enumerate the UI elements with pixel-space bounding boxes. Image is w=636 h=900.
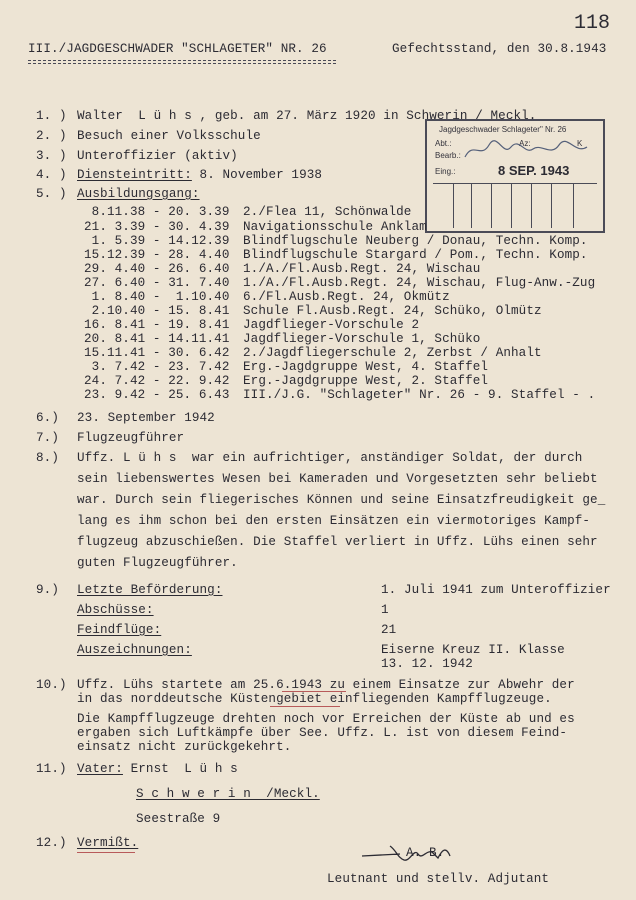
training-place: 6./Fl.Ausb.Regt. 24, Okmütz	[243, 290, 450, 304]
entry-4-value: 8. November 1938	[191, 168, 323, 182]
promotion-label: Letzte Beförderung:	[77, 583, 223, 597]
training-place: 2./Jagdfliegerschule 2, Zerbst / Anhalt	[243, 346, 542, 360]
award-date: 13. 12. 1942	[381, 657, 473, 671]
assessment-line: guten Flugzeugführer.	[77, 556, 238, 570]
training-place: III./J.G. "Schlageter" Nr. 26 - 9. Staffel - .	[243, 388, 596, 402]
assessment-line: Uffz. L ü h s war ein aufrichtiger, anständiger Soldat, der durch	[77, 451, 583, 465]
father-name: Ernst L ü h s	[122, 762, 238, 776]
father-label: Vater:	[77, 762, 123, 776]
training-period: 2.10.40 - 15. 8.41	[84, 304, 230, 318]
header-rule-2	[28, 63, 336, 64]
training-place: Blindflugschule Stargard / Pom., Techn. Komp.	[243, 248, 588, 262]
entry-9-number: 9.)	[36, 583, 59, 597]
entry-7-number: 7.)	[36, 431, 59, 445]
mission-line: Uffz. Lühs startete am 25.6.1943 zu einem Einsatze zur Abwehr der	[77, 678, 575, 692]
red-pencil-mark	[270, 706, 340, 707]
entry-2-number: 2. )	[36, 129, 67, 143]
training-period: 3. 7.42 - 23. 7.42	[84, 360, 230, 374]
entry-7-text: Flugzeugführer	[77, 431, 185, 445]
training-period: 20. 8.41 - 14.11.41	[84, 332, 230, 346]
signer-title: Leutnant und stellv. Adjutant	[327, 872, 550, 886]
training-period: 15.12.39 - 28. 4.40	[84, 248, 230, 262]
entry-2-text: Besuch einer Volksschule	[77, 129, 261, 143]
entry-1-text: Walter L ü h s , geb. am 27. März 1920 in Schwerin / Meckl.	[77, 109, 537, 123]
stamp-eing: Eing.:	[435, 167, 456, 176]
receipt-stamp	[425, 119, 605, 233]
entry-10-number: 10.)	[36, 678, 67, 692]
stamp-received-date: 8 SEP. 1943	[498, 163, 570, 178]
father-city: S c h w e r i n /Meckl.	[136, 787, 320, 801]
stamp-grid	[433, 183, 597, 228]
stamp-handwriting	[463, 137, 593, 163]
promotion-value: 1. Juli 1941 zum Unteroffizier	[381, 583, 611, 597]
entry-8-number: 8.)	[36, 451, 59, 465]
assessment-line: war. Durch sein fliegerisches Können und seine Einsatzfreudigkeit ge_	[77, 493, 606, 507]
missing-status: Vermißt.	[77, 836, 139, 850]
father-row	[77, 762, 238, 777]
training-period: 1. 5.39 - 14.12.39	[84, 234, 230, 248]
entry-1-number: 1. )	[36, 109, 67, 123]
training-place: Schule Fl.Ausb.Regt. 24, Schüko, Olmütz	[243, 304, 542, 318]
entry-3-text: Unteroffizier (aktiv)	[77, 149, 238, 163]
mission-line: einsatz nicht zurückgekehrt.	[77, 740, 292, 754]
awards-value: Eiserne Kreuz II. Klasse	[381, 643, 565, 657]
stamp-abt: Abt.:	[435, 139, 452, 148]
training-place: 1./A./Fl.Ausb.Regt. 24, Wischau, Flug-Anw.-Zug	[243, 276, 596, 290]
entry-12-number: 12.)	[36, 836, 67, 850]
training-period: 27. 6.40 - 31. 7.40	[84, 276, 230, 290]
mission-line: Die Kampfflugzeuge drehten noch vor Erreichen der Küste ab und es	[77, 712, 575, 726]
training-period: 8.11.38 - 20. 3.39	[84, 205, 230, 219]
training-place: 1./A./Fl.Ausb.Regt. 24, Wischau	[243, 262, 481, 276]
assessment-line: flugzeug abzuschießen. Die Staffel verliert in Uffz. Lühs einen sehr	[77, 535, 598, 549]
training-place: Blindflugschule Neuberg / Donau, Techn. Komp.	[243, 234, 588, 248]
entry-4-number: 4. )	[36, 168, 67, 182]
entry-4-row	[77, 168, 322, 183]
father-street: Seestraße 9	[136, 812, 221, 826]
unit-header: III./JAGDGESCHWADER "SCHLAGETER" NR. 26	[28, 42, 327, 56]
sorties-label: Feindflüge:	[77, 623, 162, 637]
training-period: 15.11.41 - 30. 6.42	[84, 346, 230, 360]
awards-label: Auszeichnungen:	[77, 643, 192, 657]
mission-line: ergaben sich Luftkämpfe über See. Uffz. L. ist von diesem Feind-	[77, 726, 568, 740]
training-period: 24. 7.42 - 22. 9.42	[84, 374, 230, 388]
entry-5-number: 5. )	[36, 187, 67, 201]
victories-value: 1	[381, 603, 389, 617]
stamp-az: Az:	[519, 139, 531, 148]
red-pencil-mark	[282, 691, 346, 692]
footer-ab: A. B.	[406, 846, 445, 860]
training-period: 1. 8.40 - 1.10.40	[84, 290, 230, 304]
entry-6-number: 6.)	[36, 411, 59, 425]
training-period: 29. 4.40 - 26. 6.40	[84, 262, 230, 276]
location-date: Gefechtsstand, den 30.8.1943	[392, 42, 607, 56]
entry-4-label: Diensteintritt:	[77, 168, 192, 182]
sorties-value: 21	[381, 623, 397, 637]
page-number: 118	[574, 12, 611, 35]
training-place: Erg.-Jagdgruppe West, 4. Staffel	[243, 360, 489, 374]
training-place: Erg.-Jagdgruppe West, 2. Staffel	[243, 374, 489, 388]
mission-line: in das norddeutsche Küstengebiet einfliegenden Kampfflugzeuge.	[77, 692, 552, 706]
training-period: 21. 3.39 - 30. 4.39	[84, 220, 230, 234]
stamp-unit: Jagdgeschwader Schlageter" Nr. 26	[439, 125, 567, 134]
training-place: Jagdflieger-Vorschule 1, Schüko	[243, 332, 481, 346]
training-place: Jagdflieger-Vorschule 2	[243, 318, 420, 332]
assessment-line: lang es ihm schon bei den ersten Einsätzen ein viermotoriges Kampf-	[77, 514, 591, 528]
entry-3-number: 3. )	[36, 149, 67, 163]
header-rule-1	[28, 60, 336, 61]
stamp-k: K	[577, 139, 583, 148]
training-period: 23. 9.42 - 25. 6.43	[84, 388, 230, 402]
stamp-bearb: Bearb.:	[435, 151, 461, 160]
assessment-line: sein liebenswertes Wesen bei Kameraden und Vorgesetzten sehr beliebt	[77, 472, 598, 486]
entry-11-number: 11.)	[36, 762, 67, 776]
training-place: 2./Flea 11, Schönwalde	[243, 205, 412, 219]
signature	[360, 840, 460, 866]
training-place: Navigationsschule Anklam	[243, 220, 427, 234]
entry-6-text: 23. September 1942	[77, 411, 215, 425]
entry-5-label: Ausbildungsgang:	[77, 187, 200, 201]
victories-label: Abschüsse:	[77, 603, 154, 617]
red-pencil-mark	[77, 852, 135, 853]
training-period: 16. 8.41 - 19. 8.41	[84, 318, 230, 332]
